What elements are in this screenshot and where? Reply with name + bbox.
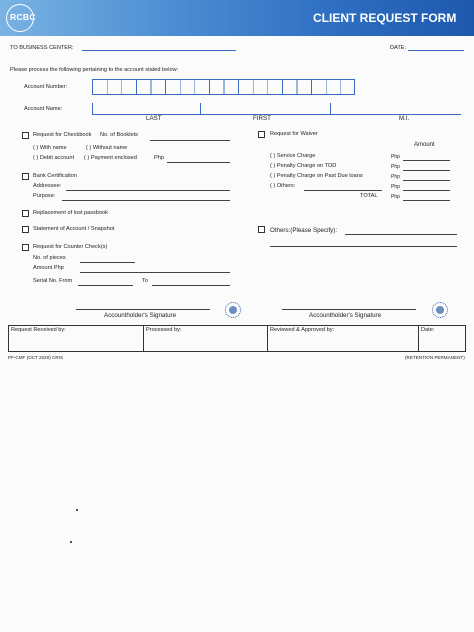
checkbook-checkbox[interactable] bbox=[22, 132, 29, 139]
first-name-caption: FIRST bbox=[253, 115, 271, 122]
total-currency: Php bbox=[391, 194, 400, 200]
purpose-field[interactable] bbox=[62, 200, 230, 201]
addressee-field[interactable] bbox=[66, 190, 230, 191]
booklets-field[interactable] bbox=[150, 140, 230, 141]
purpose-label: Purpose: bbox=[33, 193, 56, 199]
serial-to-field[interactable] bbox=[152, 285, 230, 286]
penalty-loans-option[interactable]: ( ) Penalty Charge on Past Due loans bbox=[270, 173, 363, 179]
addressee-label: Addressee: bbox=[33, 183, 62, 189]
debit-account-option[interactable]: ( ) Debit account bbox=[33, 155, 75, 161]
form-code: PF-CMF (OCT 2020) CRIS bbox=[8, 355, 64, 360]
received-by-cell[interactable]: Request Received by: bbox=[11, 327, 66, 333]
amount-header: Amount bbox=[414, 142, 435, 148]
retention-note: (RETENTION PERMANENT) bbox=[405, 355, 465, 360]
others-checkbox[interactable] bbox=[258, 226, 265, 233]
scan-mark bbox=[70, 541, 72, 543]
signature-label-left: Accountholder's Signature bbox=[104, 312, 177, 319]
counter-check-label: Request for Counter Check(s) bbox=[33, 244, 108, 250]
to-business-center-label: TO BUSINESS CENTER: bbox=[10, 45, 74, 51]
with-name-option[interactable]: ( ) With name bbox=[33, 145, 67, 151]
seal-icon-right-inner bbox=[436, 306, 444, 314]
date-field[interactable] bbox=[408, 50, 464, 51]
name-divider-2 bbox=[330, 103, 331, 114]
service-charge-field[interactable] bbox=[403, 160, 450, 161]
scan-mark bbox=[76, 509, 78, 511]
penalty-loans-currency: Php bbox=[391, 174, 400, 180]
bank-cert-label: Bank Certification bbox=[33, 173, 77, 179]
checkbook-label: Request for Checkbook bbox=[33, 132, 92, 138]
service-charge-option[interactable]: ( ) Service Charge bbox=[270, 153, 316, 159]
payment-enclosed-option[interactable]: ( ) Payment enclosed bbox=[84, 155, 137, 161]
penalty-tod-field[interactable] bbox=[403, 170, 450, 171]
booklets-label: No. of Booklets bbox=[100, 132, 138, 138]
payment-currency: Php bbox=[154, 155, 164, 161]
form-title: CLIENT REQUEST FORM bbox=[313, 11, 457, 25]
counter-check-checkbox[interactable] bbox=[22, 244, 29, 251]
waiver-others-spec-field[interactable] bbox=[304, 190, 382, 191]
without-name-option[interactable]: ( ) Without name bbox=[86, 145, 128, 151]
account-name-label: Account Name: bbox=[24, 106, 63, 112]
others-field-line-2[interactable] bbox=[270, 246, 457, 247]
penalty-loans-field[interactable] bbox=[403, 180, 450, 181]
signature-label-right: Accountholder's Signature bbox=[309, 312, 382, 319]
waiver-others-field[interactable] bbox=[403, 190, 450, 191]
date-cell[interactable]: Date: bbox=[421, 327, 435, 333]
lost-passbook-checkbox[interactable] bbox=[22, 210, 29, 217]
serial-from-label: Serial No. From bbox=[33, 278, 73, 284]
logo-text: RCBC bbox=[10, 12, 36, 22]
approved-by-cell[interactable]: Reviewed & Approved by: bbox=[270, 327, 335, 333]
others-label: Others:(Please Specify): bbox=[270, 227, 338, 234]
waiver-others-option[interactable]: ( ) Others: bbox=[270, 183, 296, 189]
service-charge-currency: Php bbox=[391, 154, 400, 160]
approval-table bbox=[8, 325, 466, 352]
account-name-field[interactable] bbox=[92, 103, 461, 115]
penalty-tod-option[interactable]: ( ) Penalty Charge on TOD bbox=[270, 163, 337, 169]
mi-caption: M.I. bbox=[399, 115, 410, 122]
lost-passbook-label: Replacement of lost passbook bbox=[33, 210, 108, 216]
instruction-text: Please process the following pertaining to the account stated below: bbox=[10, 67, 179, 73]
total-field[interactable] bbox=[403, 200, 450, 201]
account-number-label: Account Number: bbox=[24, 84, 68, 90]
waiver-checkbox[interactable] bbox=[258, 131, 265, 138]
account-number-boxes[interactable] bbox=[92, 79, 355, 95]
signature-line-left[interactable] bbox=[76, 309, 210, 310]
pieces-label: No. of pieces bbox=[33, 255, 66, 261]
serial-from-field[interactable] bbox=[78, 285, 133, 286]
waiver-label: Request for Waiver bbox=[270, 131, 318, 137]
table-divider-3 bbox=[418, 325, 419, 352]
name-divider-1 bbox=[200, 103, 201, 114]
pieces-field[interactable] bbox=[80, 262, 135, 263]
last-name-caption: LAST bbox=[146, 115, 162, 122]
penalty-tod-currency: Php bbox=[391, 164, 400, 170]
date-label: DATE: bbox=[390, 45, 407, 51]
counter-amount-label: Amount Php bbox=[33, 265, 64, 271]
serial-to-label: To bbox=[142, 278, 148, 284]
payment-amount-field[interactable] bbox=[167, 162, 230, 163]
table-divider-2 bbox=[267, 325, 268, 352]
others-field[interactable] bbox=[345, 234, 457, 235]
statement-checkbox[interactable] bbox=[22, 226, 29, 233]
counter-amount-field[interactable] bbox=[80, 272, 230, 273]
total-label: TOTAL bbox=[360, 193, 378, 199]
statement-label: Statement of Account / Snapshot bbox=[33, 226, 115, 232]
signature-line-right[interactable] bbox=[282, 309, 416, 310]
table-divider-1 bbox=[143, 325, 144, 352]
seal-icon-left-inner bbox=[229, 306, 237, 314]
bank-cert-checkbox[interactable] bbox=[22, 173, 29, 180]
business-center-field[interactable] bbox=[82, 50, 236, 51]
waiver-others-currency: Php bbox=[391, 184, 400, 190]
processed-by-cell[interactable]: Processed by: bbox=[146, 327, 182, 333]
